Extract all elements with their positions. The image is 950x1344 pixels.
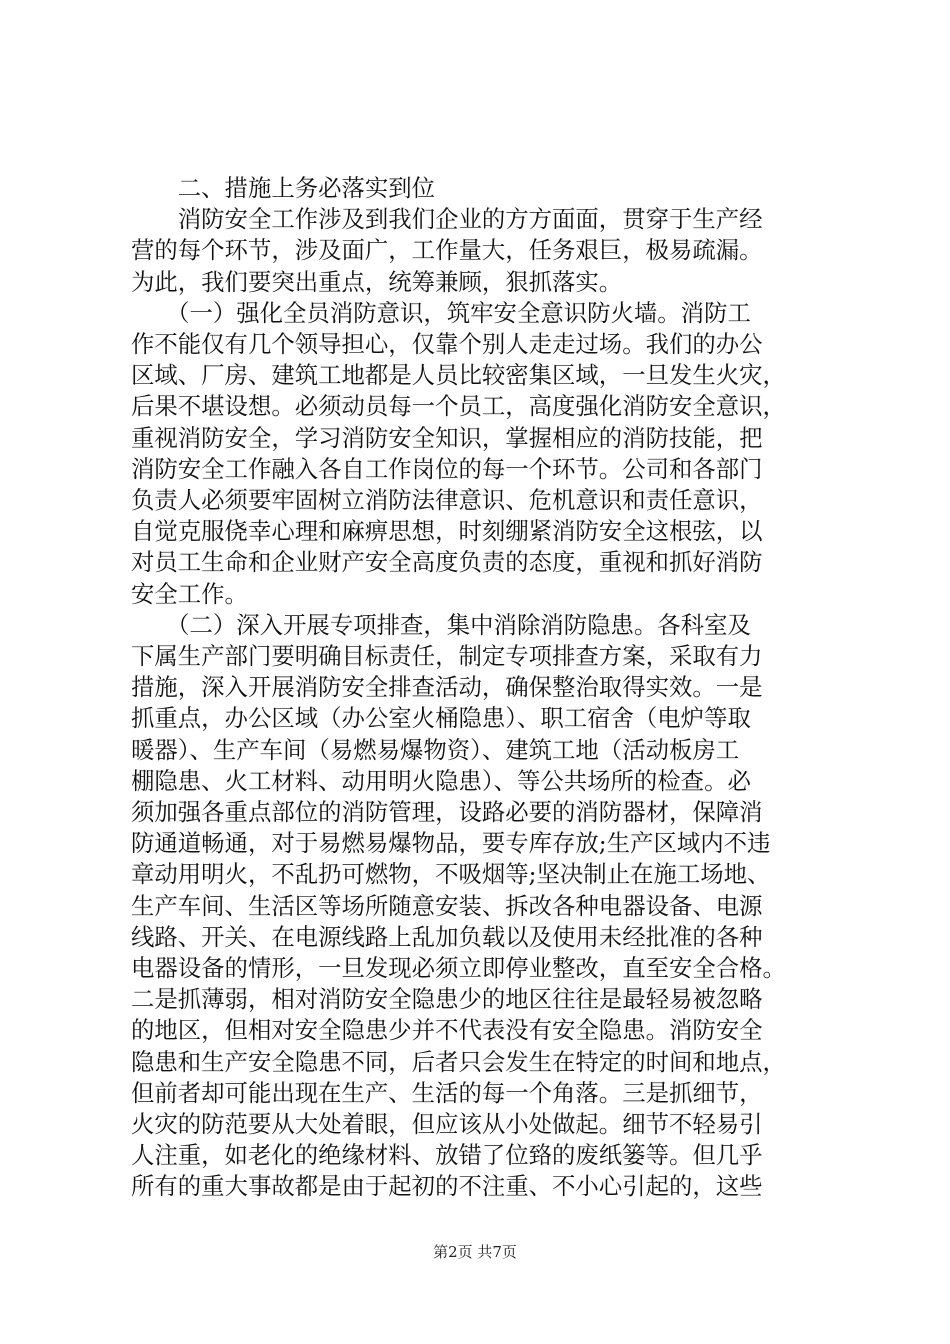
- text-line: 措施，深入开展消防安全排查活动，确保整治取得实效。一是: [131, 673, 763, 702]
- text-line: 暖器）、生产车间（易燃易爆物资）、建筑工地（活动板房工: [131, 735, 740, 764]
- text-line: 自觉克服侥幸心理和麻痹思想，时刻绷紧消防安全这根弦，以: [131, 517, 763, 546]
- text-line: 须加强各重点部位的消防管理，设路必要的消防器材，保障消: [131, 798, 763, 826]
- page-footer: 第2页 共7页: [433, 1243, 517, 1261]
- text-line: 的地区，但相对安全隐患少并不代表没有安全隐患。消防安全: [131, 1016, 763, 1045]
- text-line: 线路、开关、在电源线路上乱加负载以及使用未经批准的各种: [131, 922, 763, 951]
- text-line: 但前者却可能出现在生产、生活的每一个角落。三是抓细节，: [131, 1078, 763, 1107]
- text-line: 下属生产部门要明确目标责任，制定专项排查方案，采取有力: [131, 642, 763, 670]
- text-line: 消防安全工作融入各自工作岗位的每一个环节。公司和各部门: [131, 454, 763, 483]
- text-line: 营的每个环节，涉及面广，工作量大，任务艰巨，极易疏漏。: [131, 236, 763, 265]
- text-line: （二）深入开展专项排查，集中消除消防隐患。各科室及: [131, 610, 751, 639]
- text-line: 安全工作。: [131, 579, 248, 608]
- text-line: 负责人必须要牢固树立消防法律意识、危机意识和责任意识，: [131, 486, 763, 514]
- text-line: 区域、厂房、建筑工地都是人员比较密集区域，一旦发生火灾，: [131, 361, 786, 390]
- text-line: 防通道畅通，对于易燃易爆物品，要专库存放;生产区域内不违: [131, 829, 771, 858]
- text-line: 为此，我们要突出重点，统筹兼顾，狠抓落实。: [131, 267, 623, 296]
- text-line: 电器设备的情形，一旦发现必须立即停业整改，直至安全合格。: [131, 954, 786, 982]
- text-line: 重视消防安全，学习消防安全知识，掌握相应的消防技能，把: [131, 423, 763, 452]
- text-line: 对员工生命和企业财产安全高度负责的态度，重视和抓好消防: [131, 548, 763, 577]
- text-line: 消防安全工作涉及到我们企业的方方面面，贯穿于生产经: [131, 205, 763, 234]
- text-line: 章动用明火，不乱扔可燃物，不吸烟等;坚决制止在施工场地、: [131, 860, 771, 889]
- text-line: 所有的重大事故都是由于起初的不注重、不小心引起的，这些: [131, 1172, 763, 1201]
- section-heading: 二、措施上务必落实到位: [131, 174, 436, 202]
- text-line: 抓重点，办公区域（办公室火桶隐患）、职工宿舍（电炉等取: [131, 704, 751, 733]
- text-line: 作不能仅有几个领导担心，仅靠个别人走走过场。我们的办公: [131, 330, 763, 358]
- text-line: 人注重，如老化的绝缘材料、放错了位臵的废纸篓等。但几乎: [131, 1141, 763, 1170]
- text-line: 后果不堪设想。必须动员每一个员工，高度强化消防安全意识，: [131, 392, 786, 421]
- text-line: （一）强化全员消防意识，筑牢安全意识防火墙。消防工: [131, 298, 751, 327]
- text-line: 生产车间、生活区等场所随意安装、拆改各种电器设备、电源: [131, 891, 763, 920]
- text-line: 二是抓薄弱，相对消防安全隐患少的地区往往是最轻易被忽略: [131, 985, 763, 1014]
- text-line: 火灾的防范要从大处着眼，但应该从小处做起。细节不轻易引: [131, 1110, 763, 1138]
- text-line: 隐患和生产安全隐患不同，后者只会发生在特定的时间和地点，: [131, 1047, 786, 1076]
- text-line: 棚隐患、火工材料、动用明火隐患）、等公共场所的检查。必: [131, 766, 751, 795]
